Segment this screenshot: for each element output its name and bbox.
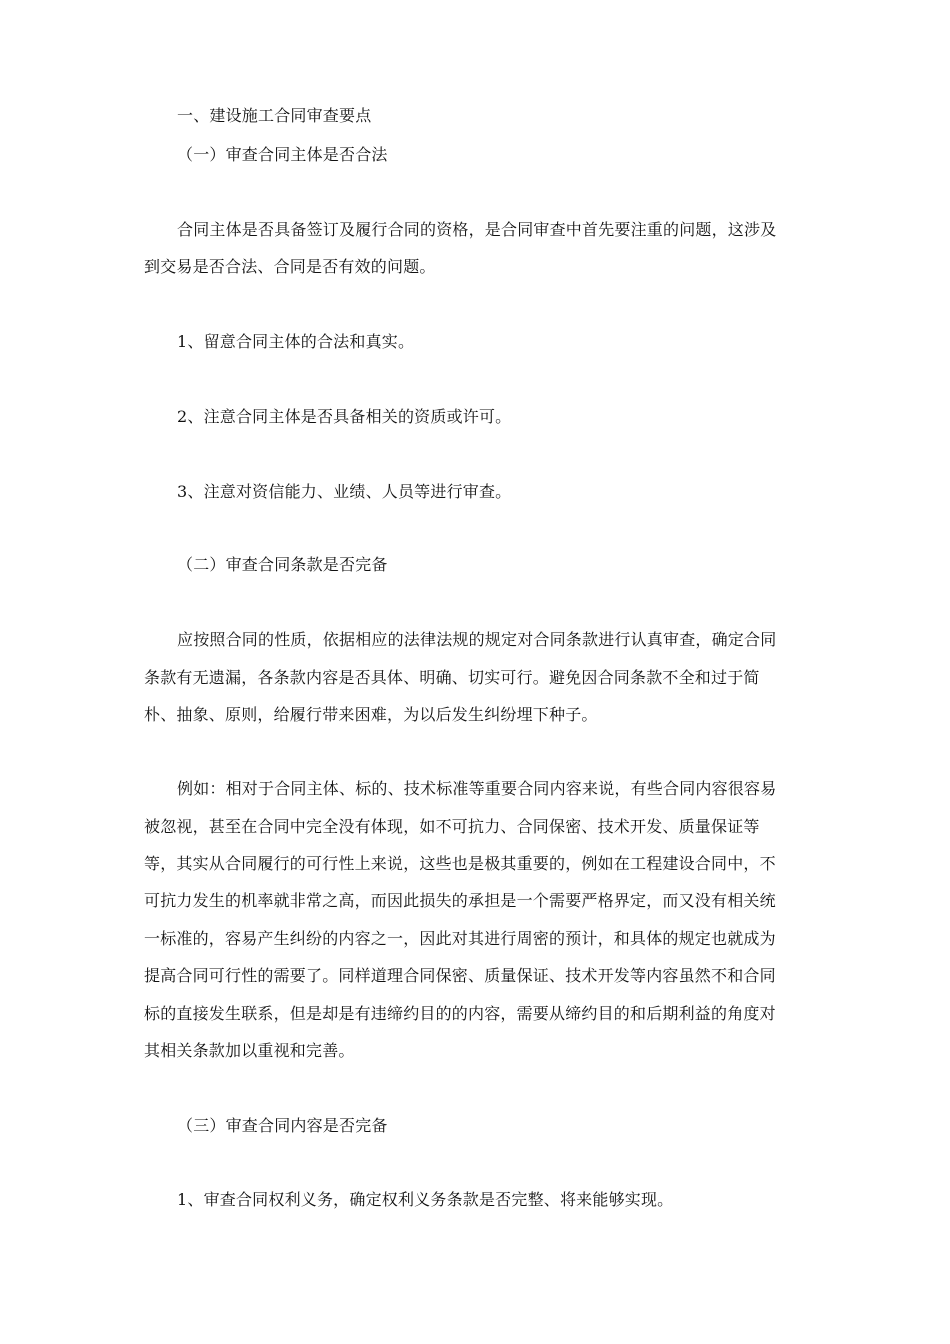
section-1-paragraph-line: 到交易是否合法、合同是否有效的问题。 xyxy=(144,257,436,276)
section-1-heading: （一）审查合同主体是否合法 xyxy=(177,145,388,164)
section-2-paragraph-2-line: 其相关条款加以重视和完善。 xyxy=(144,1041,355,1060)
main-heading: 一、建设施工合同审查要点 xyxy=(177,106,372,125)
section-2-paragraph-2-line: 一标准的，容易产生纠纷的内容之一，因此对其进行周密的预计，和具体的规定也就成为 xyxy=(144,929,776,948)
section-2-paragraph-2-line: 例如：相对于合同主体、标的、技术标准等重要合同内容来说，有些合同内容很容易 xyxy=(177,779,777,798)
section-1-list-item: 2、注意合同主体是否具备相关的资质或许可。 xyxy=(177,407,512,426)
section-2-paragraph-1-line: 应按照合同的性质，依据相应的法律法规的规定对合同条款进行认真审查，确定合同 xyxy=(177,630,777,649)
section-1-paragraph-line: 合同主体是否具备签订及履行合同的资格，是合同审查中首先要注重的问题，这涉及 xyxy=(177,220,777,239)
section-3-list-item: 1、审查合同权利义务，确定权利义务条款是否完整、将来能够实现。 xyxy=(177,1190,674,1209)
section-2-paragraph-2-line: 等，其实从合同履行的可行性上来说，这些也是极其重要的，例如在工程建设合同中，不 xyxy=(144,854,776,873)
section-1-list-item: 3、注意对资信能力、业绩、人员等进行审查。 xyxy=(177,482,512,501)
section-2-paragraph-2-line: 可抗力发生的机率就非常之高，而因此损失的承担是一个需要严格界定，而又没有相关统 xyxy=(144,891,776,910)
section-2-paragraph-2-line: 被忽视，甚至在合同中完全没有体现，如不可抗力、合同保密、技术开发、质量保证等 xyxy=(144,817,760,836)
section-2-heading: （二）审查合同条款是否完备 xyxy=(177,555,388,574)
section-2-paragraph-2-line: 标的直接发生联系，但是却是有违缔约目的的内容，需要从缔约目的和后期利益的角度对 xyxy=(144,1004,776,1023)
section-2-paragraph-1-line: 朴、抽象、原则，给履行带来困难，为以后发生纠纷埋下种子。 xyxy=(144,705,598,724)
section-2-paragraph-1-line: 条款有无遗漏，各条款内容是否具体、明确、切实可行。避免因合同条款不全和过于简 xyxy=(144,668,760,687)
section-1-list-item: 1、留意合同主体的合法和真实。 xyxy=(177,332,415,351)
section-3-heading: （三）审查合同内容是否完备 xyxy=(177,1116,388,1135)
section-2-paragraph-2-line: 提高合同可行性的需要了。同样道理合同保密、质量保证、技术开发等内容虽然不和合同 xyxy=(144,966,776,985)
